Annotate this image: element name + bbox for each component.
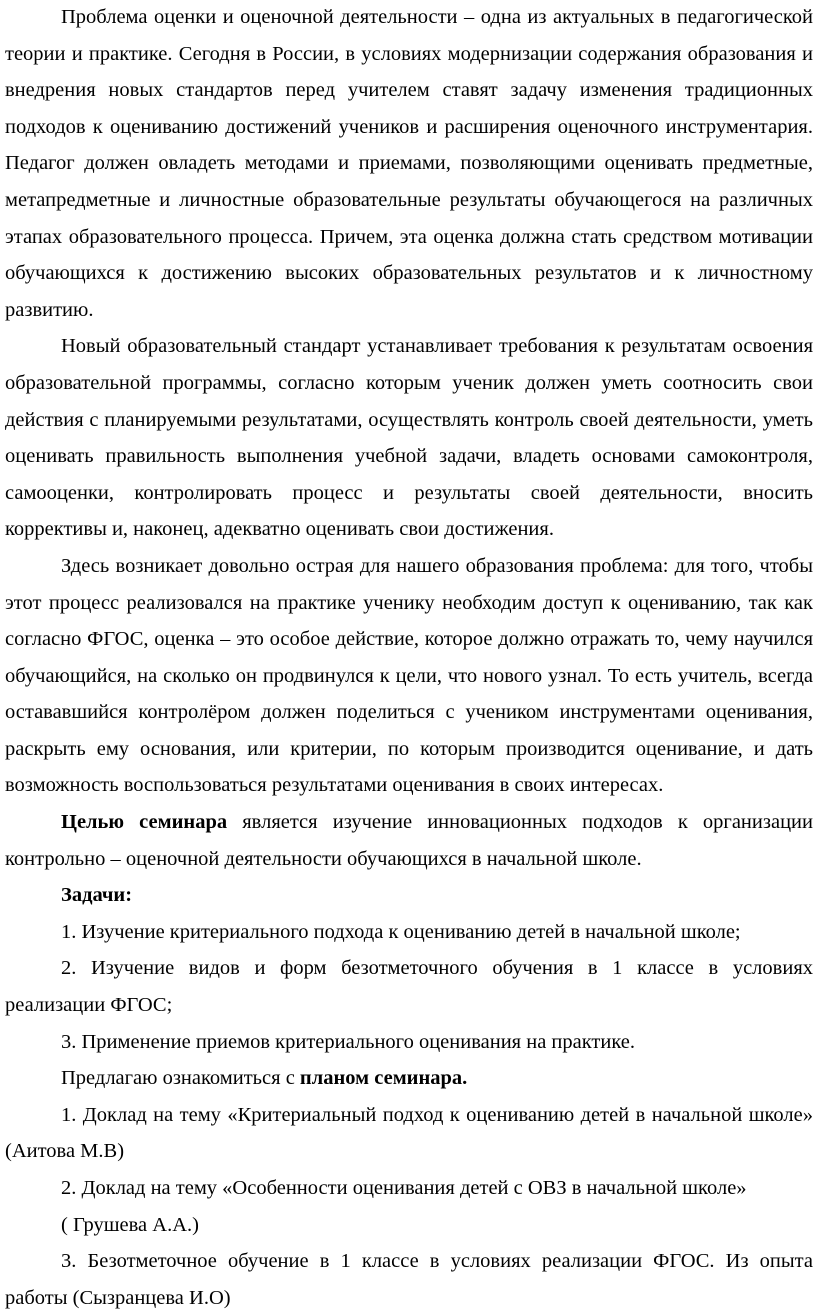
plan-item: 2. Доклад на тему «Особенности оценивания детей с ОВЗ в начальной школе» bbox=[61, 1177, 747, 1199]
problem-paragraph: Здесь возникает довольно острая для нашего образования проблема: для того, чтобы этот процесс реализовался на практике ученику необходим доступ к оцениванию, так как согласно ФГОС, оценка – это особое действие, которое должно отражать то, чему научился обучающийся, на сколько он продвинулся к цели, что нового узнал. То есть учитель, всегда остававшийся контролёром должен поделиться с учеником инструментами оценивания, раскрыть ему основания, или критерии, по которым производится оценивание, и дать возможность воспользоваться результатами оценивания в своих интересах. bbox=[5, 554, 813, 797]
plan-intro-paragraph bbox=[5, 1060, 813, 1097]
plan-item: 3. Безотметочное обучение в 1 классе в условиях реализации ФГОС. Из опыта работы (Сызранцева И.О) bbox=[5, 1250, 813, 1309]
document-body bbox=[5, 0, 813, 1316]
goal-label: Целью семинара bbox=[61, 811, 228, 834]
standard-paragraph: Новый образовательный стандарт устанавливает требования к результатам освоения образовательной программы, согласно которым ученик должен уметь соотносить свои действия с планируемыми результатами, осуществлять контроль своей деятельности, уметь оценивать правильность выполнения учебной задачи, владеть основами самоконтроля, самооценки, контролировать процесс и результаты своей деятельности, вносить коррективы и, наконец, адекватно оценивать свои достижения. bbox=[5, 335, 813, 541]
plan-item-continuation: ( Грушева А.А.) bbox=[61, 1213, 199, 1236]
tasks-heading: Задачи: bbox=[61, 884, 133, 907]
goal-text: является изучение инновационных подходов к организации контрольно – оценочной деятельности обучающихся в начальной школе. bbox=[5, 811, 813, 870]
task-item: 2. Изучение видов и форм безотметочного обучения в 1 классе в условиях реализации ФГОС; bbox=[5, 957, 813, 1017]
plan-intro-bold: планом семинара. bbox=[299, 1067, 468, 1090]
task-item: 3. Применение приемов критериального оценивания на практике. bbox=[61, 1030, 636, 1053]
plan-intro-text: Предлагаю ознакомиться с bbox=[61, 1067, 300, 1090]
intro-paragraph: Проблема оценки и оценочной деятельности – одна из актуальных в педагогической теории и практике. Сегодня в России, в условиях модернизации содержания образования и внедрения новых стандартов перед учителем ставят задачу изменения традиционных подходов к оцениванию достижений учеников и расширения оценочного инструментария. Педагог должен овладеть методами и приемами, позволяющими оценивать предметные, метапредметные и личностные образовательные результаты обучающегося на различных этапах образовательного процесса. Причем, эта оценка должна стать средством мотивации обучающихся к достижению высоких образовательных результатов и к личностному развитию. bbox=[5, 6, 813, 321]
goal-paragraph bbox=[5, 804, 813, 877]
plan-item: 1. Доклад на тему «Критериальный подход к оцениванию детей в начальной школе» (Аитова М.В) bbox=[5, 1103, 813, 1163]
tasks-heading-paragraph bbox=[5, 877, 813, 914]
task-item: 1. Изучение критериального подхода к оцениванию детей в начальной школе; bbox=[61, 920, 741, 943]
